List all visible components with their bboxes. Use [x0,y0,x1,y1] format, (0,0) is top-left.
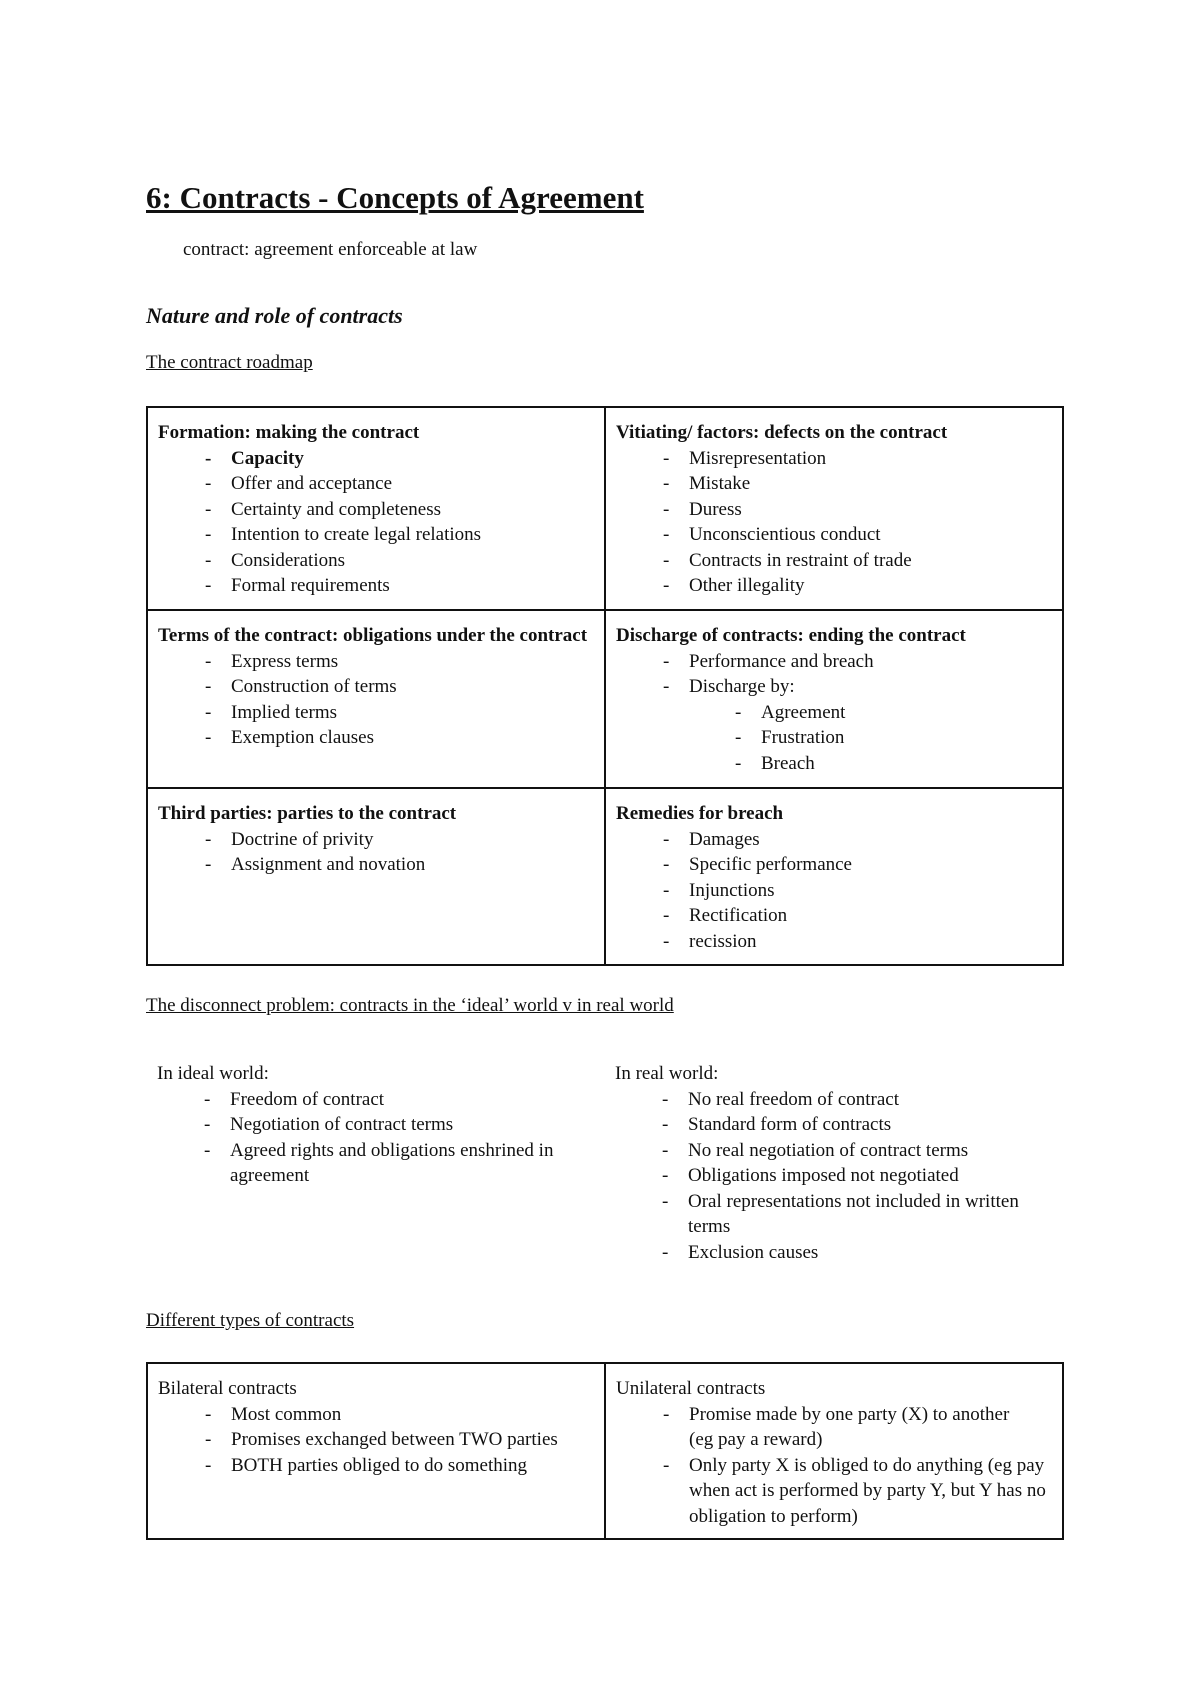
list-item: - Doctrine of privity [205,827,594,853]
page-title: 6: Contracts - Concepts of Agreement [146,180,644,215]
roadmap-cell-remedies [605,788,1063,965]
list-item: - Assignment and novation [205,852,594,878]
list-item: - Injunctions [663,878,1052,904]
list-item: - BOTH parties obliged to do something [205,1453,594,1479]
list-item: - Implied terms [205,700,594,726]
list-item: - recission [663,929,1052,955]
list-item: - Exclusion causes [662,1240,1055,1266]
cell-title: Vitiating/ factors: defects on the contract [616,422,948,443]
cell-title: Bilateral contracts [158,1378,297,1399]
list-item: - Rectification [663,903,1052,929]
roadmap-cell-terms [147,610,605,788]
list-item: - Obligations imposed not negotiated [662,1163,1055,1189]
cell-title: Third parties: parties to the contract [158,803,457,824]
list-item: - Agreed rights and obligations enshrined in agreement [204,1138,590,1189]
list-item: - Standard form of contracts [662,1112,1055,1138]
ideal-world-column [157,1061,597,1189]
list-item: - Specific performance [663,852,1052,878]
list-item: - Promise made by one party (X) to another (eg pay a reward) [663,1402,1019,1453]
list-item: - Mistake [663,471,1052,497]
real-world-column [615,1061,1055,1265]
real-world-label: In real world: [615,1063,719,1084]
list-item: - Capacity [205,446,594,472]
list-subitem: - Frustration [735,725,1052,751]
list-item: - Most common [205,1402,594,1428]
list-item: - Freedom of contract [204,1087,597,1113]
list-item: - Duress [663,497,1052,523]
section-title: Nature and role of contracts [146,303,403,328]
unilateral-contracts-cell [605,1363,1063,1539]
list-item: - Certainty and completeness [205,497,594,523]
list-item: - Contracts in restraint of trade [663,548,1052,574]
bilateral-contracts-cell [147,1363,605,1539]
list-item: - Construction of terms [205,674,594,700]
roadmap-cell-vitiating [605,407,1063,610]
list-item: - No real freedom of contract [662,1087,1055,1113]
list-subitem: - Agreement [735,700,1052,726]
cell-title: Formation: making the contract [158,422,420,443]
roadmap-cell-formation [147,407,605,610]
list-item: - Unconscientious conduct [663,522,1052,548]
types-heading: Different types of contracts [146,1310,355,1331]
list-item: - Negotiation of contract terms [204,1112,597,1138]
disconnect-heading: The disconnect problem: contracts in the ‘ideal’ world v in real world [146,995,674,1016]
contract-roadmap-table [146,406,1064,966]
list-item: - Only party X is obliged to do anything (eg pay when act is performed by party Y, but Y has no obligation to perform) [663,1453,1052,1530]
cell-title: Unilateral contracts [616,1378,766,1399]
list-item: - Discharge by: [663,674,1052,700]
contract-types-table [146,1362,1064,1540]
cell-title: Terms of the contract: obligations under the contract [158,625,588,646]
list-item: - Offer and acceptance [205,471,594,497]
list-item: - Misrepresentation [663,446,1052,472]
list-item: - Exemption clauses [205,725,594,751]
contract-definition: contract: agreement enforceable at law [183,239,478,260]
list-item: - Performance and breach [663,649,1052,675]
list-item: - Oral representations not included in written terms [662,1189,1033,1240]
cell-title: Discharge of contracts: ending the contract [616,625,966,646]
cell-title: Remedies for breach [616,803,784,824]
list-item: - No real negotiation of contract terms [662,1138,1055,1164]
list-item: - Intention to create legal relations [205,522,594,548]
list-item: - Promises exchanged between TWO parties [205,1427,561,1453]
roadmap-cell-discharge [605,610,1063,788]
roadmap-heading: The contract roadmap [146,352,313,373]
ideal-world-label: In ideal world: [157,1063,269,1084]
list-item: - Other illegality [663,573,1052,599]
list-subitem: - Breach [735,751,1052,777]
list-item: - Express terms [205,649,594,675]
list-item: - Damages [663,827,1052,853]
roadmap-cell-third-parties [147,788,605,965]
list-item: - Formal requirements [205,573,594,599]
list-item: - Considerations [205,548,594,574]
